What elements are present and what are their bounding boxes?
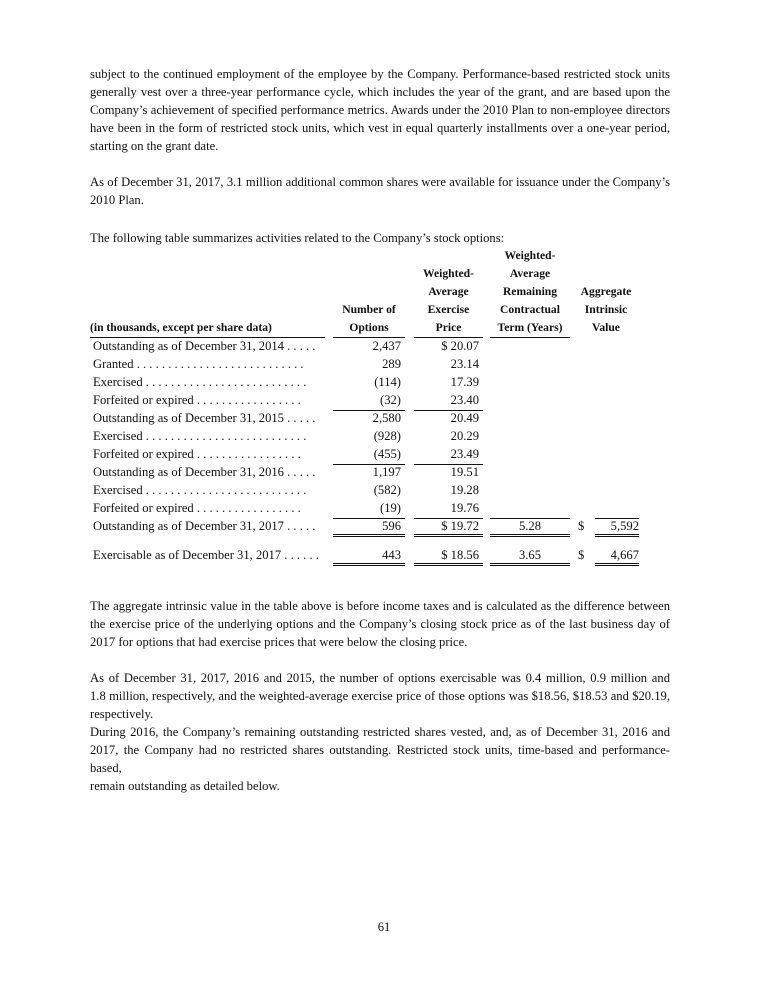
row-label — [93, 356, 325, 372]
term-cell — [490, 428, 570, 444]
header-line: Intrinsic — [584, 303, 628, 316]
header-line: Average — [509, 267, 551, 280]
currency-cell — [578, 392, 590, 408]
currency-cell-text: $ — [578, 519, 585, 533]
price-cell-text: $ 19.72 — [441, 519, 479, 533]
currency-cell — [578, 547, 590, 563]
price-cell — [414, 518, 483, 537]
options-cell — [333, 446, 405, 462]
row-label — [93, 464, 325, 480]
table-row — [90, 446, 650, 464]
price-cell-text: 20.29 — [450, 429, 479, 443]
term-cell — [490, 338, 570, 354]
value-cell — [595, 428, 639, 444]
options-cell — [333, 338, 405, 354]
text-line: generally vest over a three-year performance cycle, which includes the year of the grant, and are based upon the — [90, 85, 670, 99]
term-cell — [490, 482, 570, 498]
row-label — [93, 482, 325, 498]
term-cell — [490, 547, 570, 566]
price-cell — [414, 338, 483, 354]
table-row — [90, 392, 650, 410]
header-line: Weighted- — [504, 249, 556, 262]
text-line: subject to the continued employment of the employee by the Company. Performance-based restricted stock units — [90, 67, 670, 81]
text-line: The aggregate intrinsic value in the table above is before income taxes and is calculated as the difference between — [90, 599, 670, 613]
table-row — [90, 410, 650, 428]
header-line: Exercise — [427, 303, 470, 316]
currency-cell — [578, 374, 590, 390]
row-label — [93, 392, 325, 408]
text-line: have been in the form of restricted stock units, which vest in equal quarterly installments over a one-year period, — [90, 121, 670, 135]
options-cell-text: (114) — [374, 375, 401, 389]
options-cell — [333, 428, 405, 444]
currency-cell — [578, 338, 590, 354]
text-line: Company’s achievement of specified performance metrics. Awards under the 2010 Plan to non-employee directors — [90, 103, 670, 117]
row-label-text: Exercised . . . . . . . . . . . . . . . . . . . . . . . . . . — [93, 375, 307, 389]
options-cell — [333, 482, 405, 498]
text-line: 2017, the Company had no restricted shares outstanding. Restricted stock units, time-based and performance-based, — [90, 743, 670, 775]
price-cell — [414, 392, 483, 408]
term-cell — [490, 356, 570, 372]
text-line: 1.8 million, respectively, and the weighted-average exercise price of those options was $18.56, $18.53 and $20.19, — [90, 689, 670, 703]
value-cell — [595, 374, 639, 390]
text-line: the exercise price of the underlying options and the Company’s closing stock price as of the last business day of — [90, 617, 670, 631]
paragraph-intrinsic-value — [90, 597, 670, 651]
paragraph-restricted-shares — [90, 723, 670, 795]
options-cell-text: 1,197 — [372, 465, 401, 479]
price-cell-text: 19.28 — [450, 483, 479, 497]
options-cell — [333, 374, 405, 390]
row-label-text: Outstanding as of December 31, 2016 . . . . . — [93, 465, 316, 479]
price-cell-text: 23.14 — [450, 357, 479, 371]
text-line: During 2016, the Company’s remaining outstanding restricted shares vested, and, as of December 31, 2016 and — [90, 725, 670, 739]
row-label-text: Forfeited or expired . . . . . . . . . . . . . . . . . — [93, 501, 301, 515]
header-line: Term (Years) — [490, 319, 570, 338]
currency-cell — [578, 464, 590, 480]
term-cell — [490, 374, 570, 390]
text-line: 2010 Plan. — [90, 193, 144, 207]
table-row — [90, 500, 650, 518]
row-label — [93, 547, 325, 563]
options-cell — [333, 518, 405, 537]
term-cell-text: 5.28 — [518, 519, 542, 533]
price-cell-text: $ 20.07 — [441, 339, 479, 353]
term-cell — [490, 410, 570, 426]
price-cell — [414, 464, 483, 480]
currency-cell — [578, 410, 590, 426]
options-cell — [333, 410, 405, 426]
options-cell-text: (19) — [380, 501, 401, 515]
header-line: Options — [333, 319, 405, 338]
options-cell-text: 2,580 — [372, 411, 401, 425]
options-cell-text: 443 — [382, 548, 401, 562]
row-label — [93, 338, 325, 354]
currency-cell-text: $ — [578, 548, 585, 562]
value-cell — [595, 392, 639, 408]
row-label-text: Outstanding as of December 31, 2015 . . . . . — [93, 411, 316, 425]
text-line: As of December 31, 2017, 3.1 million additional common shares were available for issuance under the Company’s — [90, 175, 670, 189]
page-number: 61 — [377, 920, 391, 934]
options-cell-text: 596 — [382, 519, 401, 533]
price-cell — [414, 547, 483, 566]
row-label — [93, 518, 325, 534]
table-row — [90, 356, 650, 374]
term-cell — [490, 500, 570, 516]
row-label — [93, 410, 325, 426]
value-cell — [595, 356, 639, 372]
term-cell — [490, 464, 570, 480]
value-cell — [595, 446, 639, 462]
header-value — [578, 283, 634, 337]
options-cell-text: 289 — [382, 357, 401, 371]
options-cell-text: (582) — [373, 483, 401, 497]
currency-cell — [578, 446, 590, 462]
options-cell — [333, 547, 405, 566]
table-row — [90, 428, 650, 446]
row-label-text: Exercised . . . . . . . . . . . . . . . . . . . . . . . . . . — [93, 483, 307, 497]
row-label — [93, 374, 325, 390]
price-cell — [414, 356, 483, 372]
options-cell-text: 2,437 — [372, 339, 401, 353]
price-cell — [414, 410, 483, 426]
price-cell-text: 17.39 — [450, 375, 479, 389]
text-line: 2017 for options that had exercise prices that were below the closing price. — [90, 635, 468, 649]
header-line: Number of — [342, 303, 396, 316]
header-line: Price — [414, 319, 483, 338]
text-line: As of December 31, 2017, 2016 and 2015, the number of options exercisable was 0.4 million, 0.9 million and — [90, 671, 670, 685]
row-label-text: Outstanding as of December 31, 2017 . . . . . — [93, 519, 316, 533]
value-cell — [595, 338, 639, 354]
price-cell-text: 23.49 — [450, 447, 479, 461]
term-cell-text: 3.65 — [518, 548, 542, 562]
table-row — [90, 547, 650, 565]
value-cell — [595, 410, 639, 426]
header-label — [90, 319, 325, 338]
options-cell — [333, 464, 405, 480]
term-cell — [490, 518, 570, 537]
price-cell — [414, 446, 483, 462]
paragraph-plan-vesting — [90, 65, 670, 155]
value-cell-text: 4,667 — [610, 548, 639, 562]
row-label — [93, 446, 325, 462]
price-cell-text: 20.49 — [450, 411, 479, 425]
currency-cell — [578, 500, 590, 516]
term-cell — [490, 446, 570, 462]
price-cell — [414, 500, 483, 516]
price-cell — [414, 428, 483, 444]
value-cell — [595, 482, 639, 498]
row-label-text: Outstanding as of December 31, 2014 . . . . . — [93, 339, 316, 353]
price-cell-text: 19.51 — [450, 465, 479, 479]
row-label-text: Forfeited or expired . . . . . . . . . . . . . . . . . — [93, 393, 301, 407]
options-cell-text: (455) — [373, 447, 401, 461]
text-line: The following table summarizes activities related to the Company’s stock options: — [90, 231, 505, 245]
header-line: (in thousands, except per share data) — [90, 319, 325, 338]
value-cell-text: 5,592 — [610, 519, 639, 533]
currency-cell — [578, 356, 590, 372]
value-cell — [595, 547, 639, 566]
currency-cell — [578, 482, 590, 498]
header-line: Average — [428, 285, 469, 298]
text-line: respectively. — [90, 707, 154, 721]
header-term — [490, 247, 570, 338]
row-label-text: Exercised . . . . . . . . . . . . . . . . . . . . . . . . . . — [93, 429, 307, 443]
value-cell — [595, 464, 639, 480]
options-cell-text: (32) — [380, 393, 401, 407]
options-cell — [333, 356, 405, 372]
options-cell — [333, 500, 405, 516]
price-cell — [414, 374, 483, 390]
text-line: remain outstanding as detailed below. — [90, 779, 280, 793]
table-row — [90, 464, 650, 482]
header-line: Aggregate — [580, 285, 632, 298]
options-cell-text: (928) — [373, 429, 401, 443]
table-row — [90, 374, 650, 392]
options-cell — [333, 392, 405, 408]
text-line: starting on the grant date. — [90, 139, 219, 153]
table-row — [90, 338, 650, 356]
paragraph-exercisable — [90, 669, 670, 723]
currency-cell — [578, 428, 590, 444]
price-cell-text: $ 18.56 — [441, 548, 479, 562]
table-row — [90, 518, 650, 536]
header-line: Remaining — [502, 285, 558, 298]
header-line: Weighted- — [423, 267, 474, 280]
paragraph-shares-available — [90, 173, 670, 209]
row-label-text: Forfeited or expired . . . . . . . . . . . . . . . . . — [93, 447, 301, 461]
header-options — [333, 301, 405, 338]
term-cell — [490, 392, 570, 408]
row-label — [93, 500, 325, 516]
value-cell — [595, 500, 639, 516]
price-cell — [414, 482, 483, 498]
header-line: Value — [592, 321, 620, 334]
header-price — [414, 265, 483, 338]
paragraph-table-intro — [90, 229, 560, 247]
row-label — [93, 428, 325, 444]
row-label-text: Exercisable as of December 31, 2017 . . . . . . — [93, 548, 319, 562]
price-cell-text: 19.76 — [450, 501, 479, 515]
currency-cell — [578, 518, 590, 534]
table-row — [90, 482, 650, 500]
price-cell-text: 23.40 — [450, 393, 479, 407]
value-cell — [595, 518, 639, 537]
row-label-text: Granted . . . . . . . . . . . . . . . . . . . . . . . . . . . — [93, 357, 304, 371]
header-line: Contractual — [500, 303, 560, 316]
